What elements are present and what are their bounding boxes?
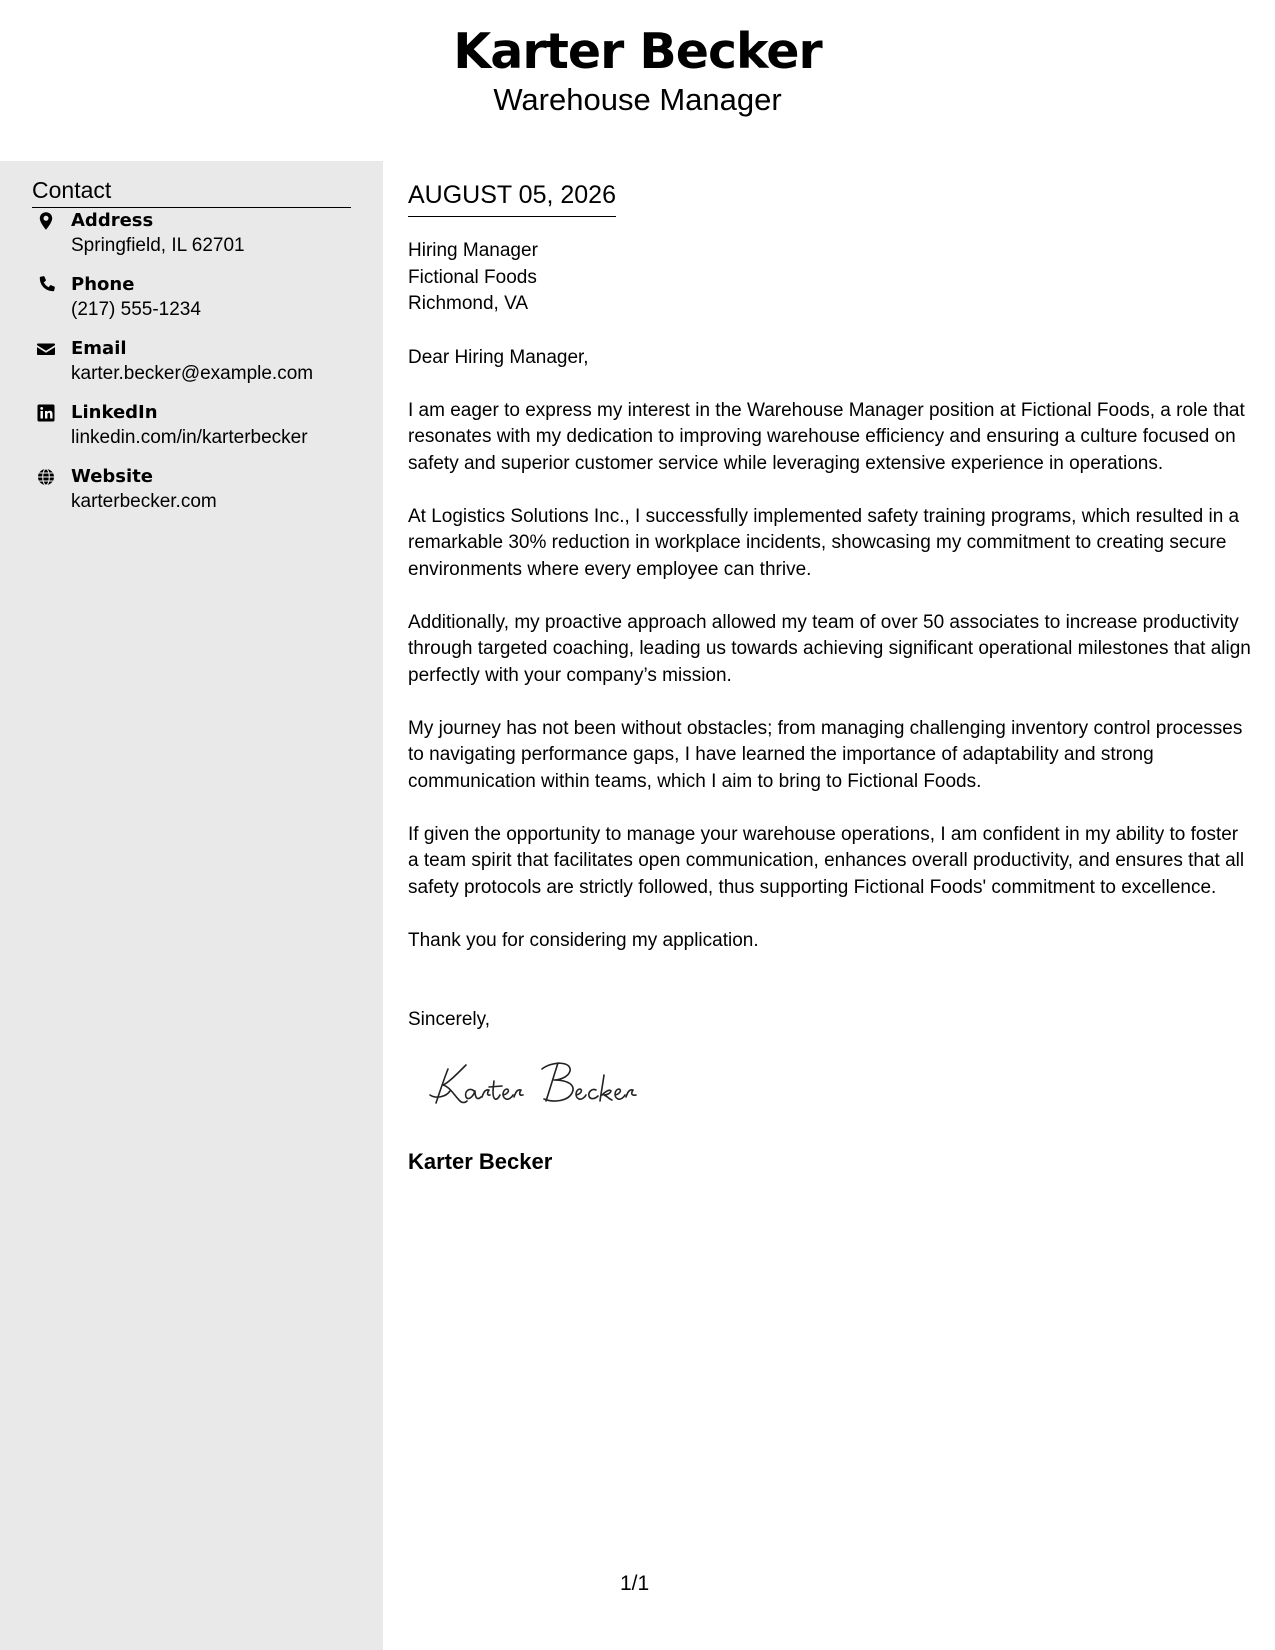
contact-item-address: [32, 209, 372, 269]
contact-item-phone: [32, 273, 372, 333]
contact-item-linkedin: [32, 401, 372, 461]
contact-section-title: Contact: [32, 175, 351, 208]
contact-value: Springfield, IL 62701: [71, 235, 245, 256]
recipient-line: Fictional Foods: [408, 266, 537, 288]
letter-paragraph: I am eager to express my interest in the Warehouse Manager position at Fictional Foods, a role that resonates with my dedication to improving warehouse efficiency and ensuring a culture focused on safety and superior customer service while leveraging extensive experience in operations.: [408, 400, 1245, 474]
handwritten-signature: [426, 1051, 666, 1111]
page-number: 1/1: [620, 1572, 650, 1595]
contact-value: (217) 555-1234: [71, 299, 201, 320]
contact-item-website: [32, 465, 372, 525]
contact-label: Phone: [71, 274, 135, 295]
applicant-name: Karter Becker: [453, 23, 822, 80]
letter-paragraph: If given the opportunity to manage your warehouse operations, I am confident in my ability to foster a team spirit that facilitates open communication, enhances overall productivity, and ensures that all safety protocols are strictly followed, thus supporting Fictional Foods' commitment to excellence.: [408, 824, 1245, 898]
contact-label: Email: [71, 338, 127, 359]
contact-label: Address: [71, 210, 154, 231]
letter-date: AUGUST 05, 2026: [408, 179, 616, 217]
salutation: Dear Hiring Manager,: [408, 347, 589, 368]
job-title: Warehouse Manager: [493, 82, 782, 117]
signer-name: Karter Becker: [408, 1149, 553, 1174]
recipient-line: Hiring Manager: [408, 240, 538, 261]
linkedin-icon: [36, 403, 56, 423]
envelope-icon: [36, 339, 56, 359]
closing-line: Thank you for considering my application.: [408, 930, 759, 951]
letter-paragraph: My journey has not been without obstacles; from managing challenging inventory control processes to navigating performance gaps, I have learned the importance of adaptability and strong communication within teams, which I aim to bring to Fictional Foods.: [408, 718, 1243, 792]
contact-sidebar: [0, 161, 383, 1650]
globe-icon: [36, 467, 56, 487]
map-pin-icon: [36, 211, 56, 231]
contact-value: karter.becker@example.com: [71, 363, 314, 384]
letter-paragraph: Additionally, my proactive approach allowed my team of over 50 associates to increase productivity through targeted coaching, leading us towards achieving significant operational milestones that align perfectly with your company’s mission.: [408, 612, 1251, 686]
contact-value: karterbecker.com: [71, 491, 217, 512]
contact-item-email: [32, 337, 372, 397]
sign-off: Sincerely,: [408, 1009, 491, 1030]
recipient-line: Richmond, VA: [408, 293, 529, 314]
document-header: [0, 0, 1275, 160]
contact-label: LinkedIn: [71, 402, 158, 423]
letter-paragraph: At Logistics Solutions Inc., I successfully implemented safety training programs, which resulted in a remarkable 30% reduction in workplace incidents, showcasing my commitment to creating secure environments where every employee can thrive.: [408, 506, 1240, 580]
contact-label: Website: [71, 466, 154, 487]
contact-value: linkedin.com/in/karterbecker: [71, 427, 308, 448]
phone-icon: [36, 275, 56, 295]
recipient-block: [408, 238, 538, 318]
